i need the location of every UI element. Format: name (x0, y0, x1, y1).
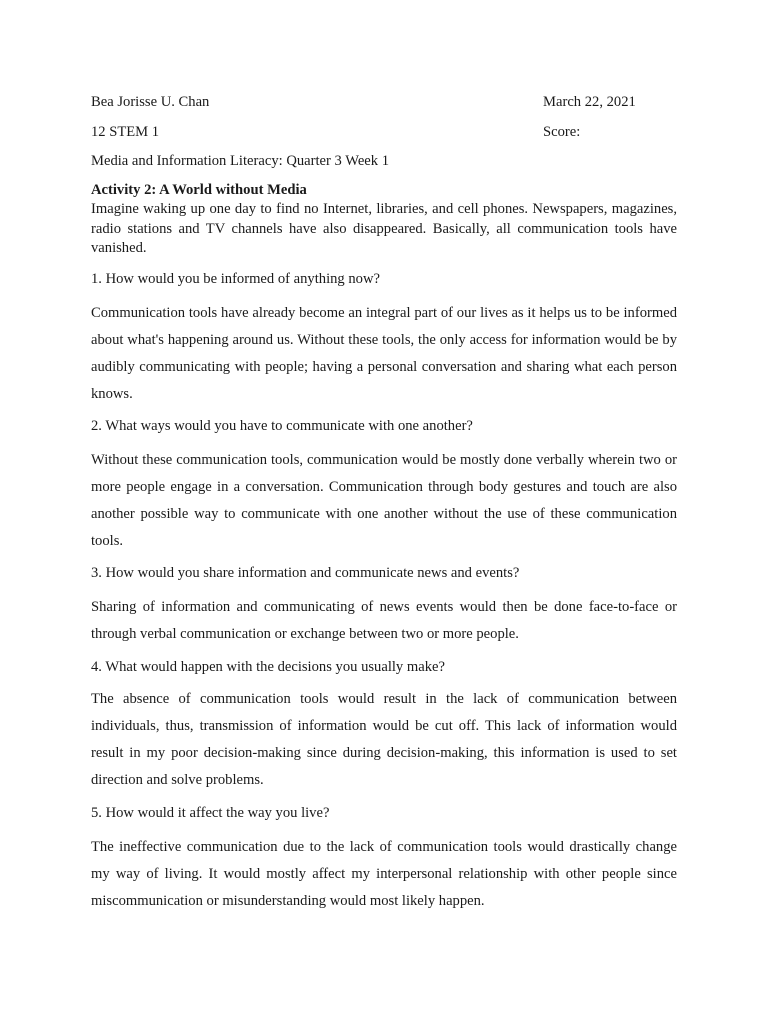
question-1: 1. How would you be informed of anything now? (91, 271, 380, 287)
answer-2 (91, 447, 677, 555)
answer-5-text: The ineffective communication due to the lack of communication tools would drastically change my way of living. It would mostly affect my interpersonal relationship with other people since miscommunication or misunderstanding would most likely happen. (91, 839, 677, 909)
answer-3-text: Sharing of information and communicating of news events would then be done face-to-face or through verbal communication or exchange between two or more people. (91, 599, 677, 642)
answer-4-text: The absence of communication tools would result in the lack of communication between individuals, thus, transmission of information would be cut off. This lack of information would result in my poor decision-making since during decision-making, this information is used to set direction and solve problems. (91, 691, 677, 788)
submission-date: March 22, 2021 (543, 94, 636, 110)
answer-4 (91, 686, 677, 794)
activity-intro (91, 200, 677, 259)
question-5: 5. How would it affect the way you live? (91, 805, 330, 821)
score-label: Score: (543, 124, 581, 140)
answer-3 (91, 594, 677, 648)
intro-text: Imagine waking up one day to find no Internet, libraries, and cell phones. Newspapers, magazines, radio stations and TV channels have also disappeared. Basically, all communication tools have vanished. (91, 201, 677, 256)
student-section: 12 STEM 1 (91, 124, 160, 140)
answer-2-text: Without these communication tools, communication would be mostly done verbally wherein two or more people engage in a conversation. Communication through body gestures and touch are also another possible way to communicate with one another without the use of these communication tools. (91, 452, 677, 549)
answer-1-text: Communication tools have already become an integral part of our lives as it helps us to be informed about what's happening around us. Without these tools, the only access for information would be by audibly communicating with people; having a personal conversation and sharing what each person knows. (91, 305, 677, 402)
question-4: 4. What would happen with the decisions you usually make? (91, 659, 445, 675)
question-3: 3. How would you share information and communicate news and events? (91, 565, 520, 581)
answer-5 (91, 834, 677, 915)
question-2: 2. What ways would you have to communicate with one another? (91, 418, 473, 434)
student-name: Bea Jorisse U. Chan (91, 94, 210, 110)
answer-1 (91, 300, 677, 408)
activity-title: Activity 2: A World without Media (91, 182, 307, 198)
subject-line: Media and Information Literacy: Quarter 3 Week 1 (91, 153, 390, 169)
